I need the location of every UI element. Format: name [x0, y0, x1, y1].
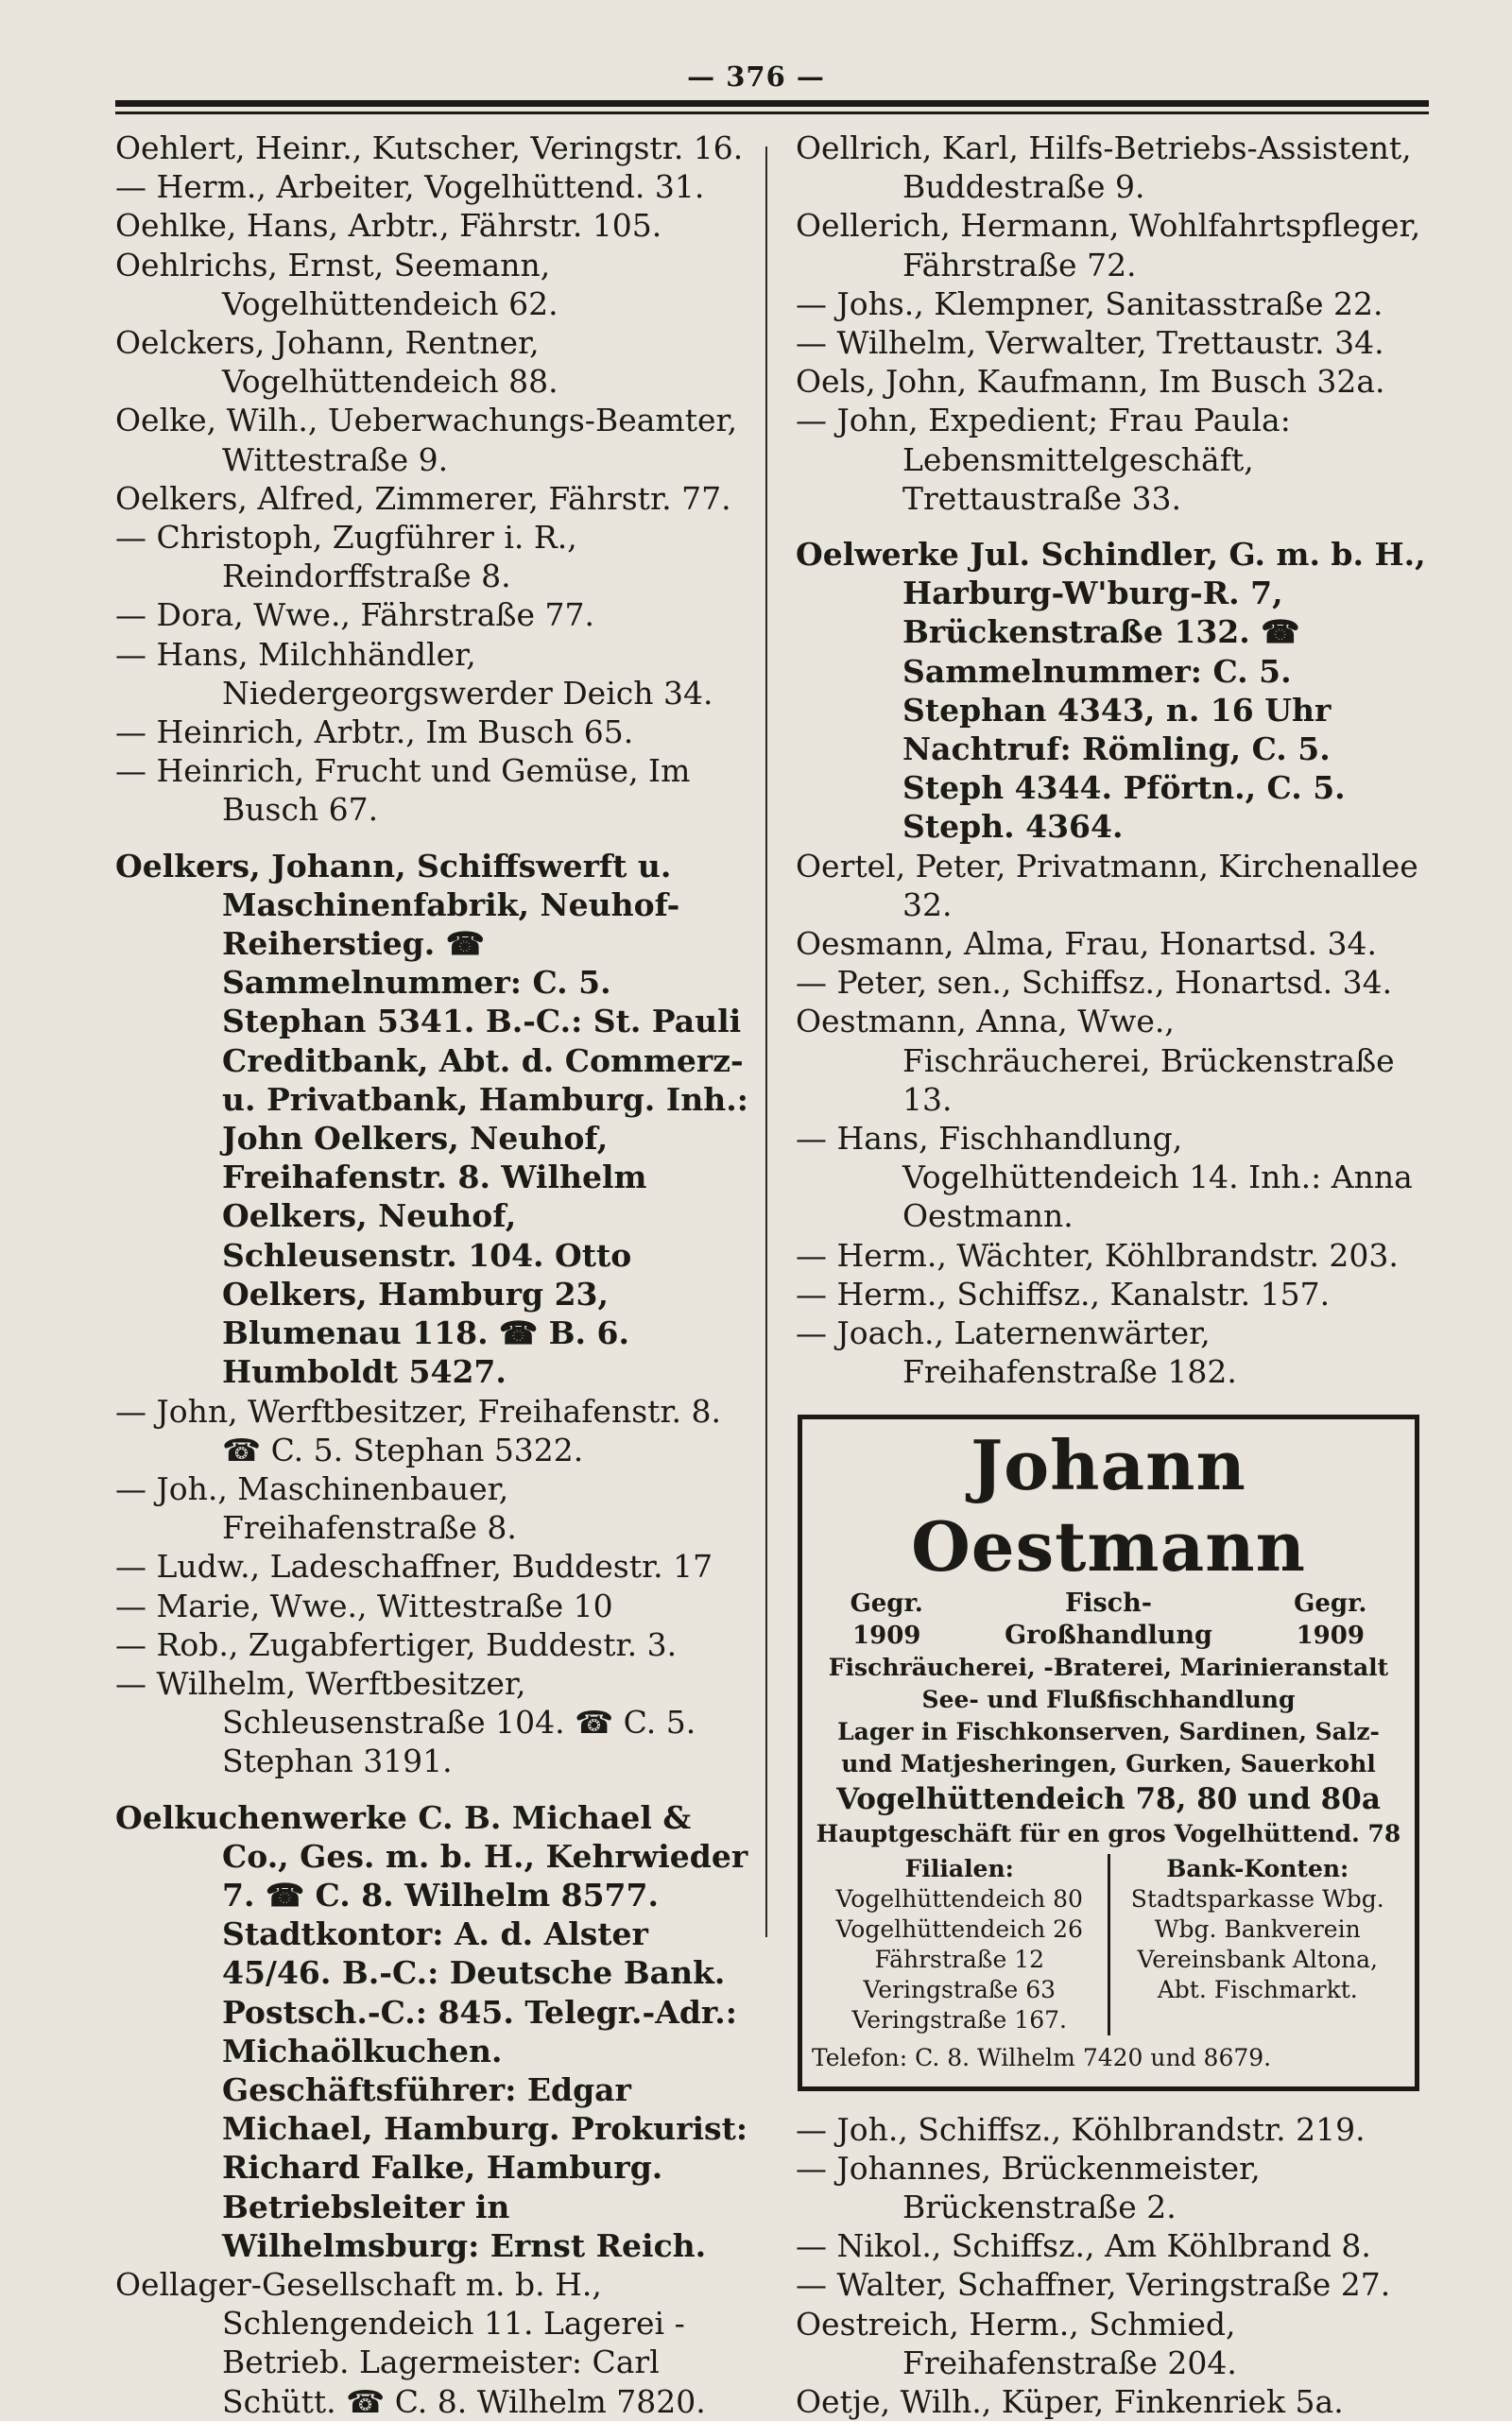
directory-entry: — Johannes, Brückenmeister, Brückenstraße 2.	[796, 2149, 1429, 2226]
directory-entry: Oelkers, Alfred, Zimmerer, Fährstr. 77.	[115, 479, 758, 518]
ad-title: Johann Oestmann	[812, 1425, 1405, 1588]
ad-branch: Veringstraße 63	[812, 1975, 1108, 2005]
directory-entry: — John, Werftbesitzer, Freihafenstr. 8. ☎ C. 5. Stephan 5322.	[115, 1392, 758, 1469]
ad-founded-right: Gegr. 1909	[1256, 1588, 1405, 1652]
directory-entry: — Nikol., Schiffsz., Am Köhlbrand 8.	[796, 2226, 1429, 2265]
directory-entry: Oehlert, Heinr., Kutscher, Veringstr. 16.	[115, 129, 758, 167]
ad-founded-left: Gegr. 1909	[812, 1588, 961, 1652]
directory-entry: — Hans, Fischhandlung, Vogelhüttendeich 14. Inh.: Anna Oestmann.	[796, 1119, 1429, 1236]
ad-columns	[812, 1854, 1405, 2035]
directory-entry: Oetje, Wilh., Küper, Finkenriek 5a.	[796, 2382, 1429, 2421]
right-column	[796, 129, 1429, 2421]
directory-entry: — Rob., Zugabfertiger, Buddestr. 3.	[115, 1625, 758, 1664]
ad-main-shop: Hauptgeschäft für en gros Vogelhüttend. 78	[812, 1818, 1405, 1850]
page-number: — 376 —	[0, 60, 1512, 93]
ad-branches	[812, 1854, 1110, 2035]
ad-branch: Veringstraße 167.	[812, 2005, 1108, 2035]
directory-entry: Oelkers, Johann, Schiffswerft u. Maschinenfabrik, Neuhof-Reiherstieg. ☎ Sammelnummer: C. 5. Stephan 5341. B.-C.: St. Pauli Creditbank, Abt. d. Commerz- u. Privatbank, Hamburg. Inh.: John Oelkers, Neuhof, Freihafenstr. 8. Wilhelm Oelkers, Neuhof, Schleusenstr. 104. Otto Oelkers, Hamburg 23, Blumenau 118. ☎ B. 6. Humboldt 5427.	[115, 847, 758, 1392]
directory-entry: Oellager-Gesellschaft m. b. H., Schlengendeich 11. Lagerei - Betrieb. Lagermeister: Carl Schütt. ☎ C. 8. Wilhelm 7820.	[115, 2265, 758, 2421]
directory-entry: — Heinrich, Arbtr., Im Busch 65.	[115, 713, 758, 751]
directory-entry: Oelkuchenwerke C. B. Michael & Co., Ges. m. b. H., Kehrwieder 7. ☎ C. 8. Wilhelm 8577. Stadtkontor: A. d. Alster 45/46. B.-C.: Deutsche Bank. Postsch.-C.: 845. Telegr.-Adr.: Michaölkuchen. Geschäftsführer: Edgar Michael, Hamburg. Prokurist: Richard Falke, Hamburg. Betriebsleiter in Wilhelmsburg: Ernst Reich.	[115, 1798, 758, 2265]
directory-entry: Oehlrichs, Ernst, Seemann, Vogelhüttendeich 62.	[115, 246, 758, 323]
directory-entry: — Hans, Milchhändler, Niedergeorgswerder Deich 34.	[115, 635, 758, 713]
directory-entry: — Johs., Klempner, Sanitasstraße 22.	[796, 284, 1429, 323]
directory-entry: Oertel, Peter, Privatmann, Kirchenallee 32.	[796, 847, 1429, 924]
directory-entry: Oestmann, Anna, Wwe., Fischräucherei, Brückenstraße 13.	[796, 1002, 1429, 1119]
directory-entry: — Walter, Schaffner, Veringstraße 27.	[796, 2265, 1429, 2304]
directory-entry: Oellerich, Hermann, Wohlfahrtspfleger, Fährstraße 72.	[796, 206, 1429, 283]
directory-entry: — Christoph, Zugführer i. R., Reindorffstraße 8.	[115, 518, 758, 595]
ad-branch: Fährstraße 12	[812, 1945, 1108, 1975]
header-rule-thin	[115, 112, 1429, 114]
directory-entry: — Herm., Schiffsz., Kanalstr. 157.	[796, 1275, 1429, 1314]
ad-bank: Abt. Fischmarkt.	[1110, 1975, 1406, 2005]
left-column	[115, 129, 758, 2421]
ad-banks-header: Bank-Konten:	[1110, 1854, 1406, 1884]
directory-entry: — Marie, Wwe., Wittestraße 10	[115, 1587, 758, 1625]
directory-entry: — Dora, Wwe., Fährstraße 77.	[115, 595, 758, 634]
ad-banks	[1110, 1854, 1406, 2035]
ad-branches-header: Filialen:	[812, 1854, 1108, 1884]
ad-line-2: See- und Flußfischhandlung	[812, 1684, 1405, 1716]
ad-phone: Telefon: C. 8. Wilhelm 7420 und 8679.	[812, 2043, 1405, 2073]
directory-entry: — Herm., Arbeiter, Vogelhüttend. 31.	[115, 167, 758, 206]
directory-entry: Oellrich, Karl, Hilfs-Betriebs-Assistent, Buddestraße 9.	[796, 129, 1429, 206]
directory-entry: Oestreich, Herm., Schmied, Freihafenstraße 204.	[796, 2305, 1429, 2382]
directory-entry: — Joh., Maschinenbauer, Freihafenstraße 8.	[115, 1469, 758, 1547]
directory-entry: — Joh., Schiffsz., Köhlbrandstr. 219.	[796, 2110, 1429, 2149]
directory-entry: — Wilhelm, Werftbesitzer, Schleusenstraße 104. ☎ C. 5. Stephan 3191.	[115, 1664, 758, 1781]
directory-entry: — John, Expedient; Frau Paula: Lebensmittelgeschäft, Trettaustraße 33.	[796, 401, 1429, 518]
header-rule-thick	[115, 100, 1429, 107]
directory-entry: — Heinrich, Frucht und Gemüse, Im Busch 67.	[115, 751, 758, 829]
directory-entry: Oelwerke Jul. Schindler, G. m. b. H., Harburg-W'burg-R. 7, Brückenstraße 132. ☎ Sammelnummer: C. 5. Stephan 4343, n. 16 Uhr Nachtruf: Römling, C. 5. Steph 4344. Pförtn., C. 5. Steph. 4364.	[796, 535, 1429, 847]
directory-entry: — Herm., Wächter, Köhlbrandstr. 203.	[796, 1236, 1429, 1275]
directory-entry: — Ludw., Ladeschaffner, Buddestr. 17	[115, 1547, 758, 1586]
directory-entry: — Joach., Laternenwärter, Freihafenstraße 182.	[796, 1314, 1429, 1391]
ad-business-type: Fisch-Großhandlung	[961, 1588, 1255, 1652]
directory-entry: Oelke, Wilh., Ueberwachungs-Beamter, Wittestraße 9.	[115, 401, 758, 478]
right-column-top-entries	[796, 129, 1429, 1392]
directory-entry: Oesmann, Alma, Frau, Honartsd. 34.	[796, 924, 1429, 963]
ad-line-3: Lager in Fischkonserven, Sardinen, Salz-	[812, 1716, 1405, 1748]
ad-line-4: und Matjesheringen, Gurken, Sauerkohl	[812, 1748, 1405, 1780]
ad-bank: Wbg. Bankverein	[1110, 1914, 1406, 1945]
advertisement-box	[798, 1415, 1419, 2091]
column-divider	[765, 146, 767, 1937]
ad-bank: Vereinsbank Altona,	[1110, 1945, 1406, 1975]
ad-bank: Stadtsparkasse Wbg.	[1110, 1884, 1406, 1914]
ad-branch: Vogelhüttendeich 80	[812, 1884, 1108, 1914]
directory-entry: Oels, John, Kaufmann, Im Busch 32a.	[796, 362, 1429, 401]
ad-founded-line	[812, 1588, 1405, 1652]
directory-entry: — Wilhelm, Verwalter, Trettaustr. 34.	[796, 323, 1429, 362]
directory-entry: — Peter, sen., Schiffsz., Honartsd. 34.	[796, 963, 1429, 1002]
ad-address: Vogelhüttendeich 78, 80 und 80a	[812, 1780, 1405, 1818]
ad-branch: Vogelhüttendeich 26	[812, 1914, 1108, 1945]
directory-entry: Oehlke, Hans, Arbtr., Fährstr. 105.	[115, 206, 758, 245]
right-column-bottom-entries	[796, 2110, 1429, 2421]
directory-entry: Oelckers, Johann, Rentner, Vogelhüttendeich 88.	[115, 323, 758, 401]
ad-line-1: Fischräucherei, -Braterei, Marinieranstalt	[812, 1652, 1405, 1684]
